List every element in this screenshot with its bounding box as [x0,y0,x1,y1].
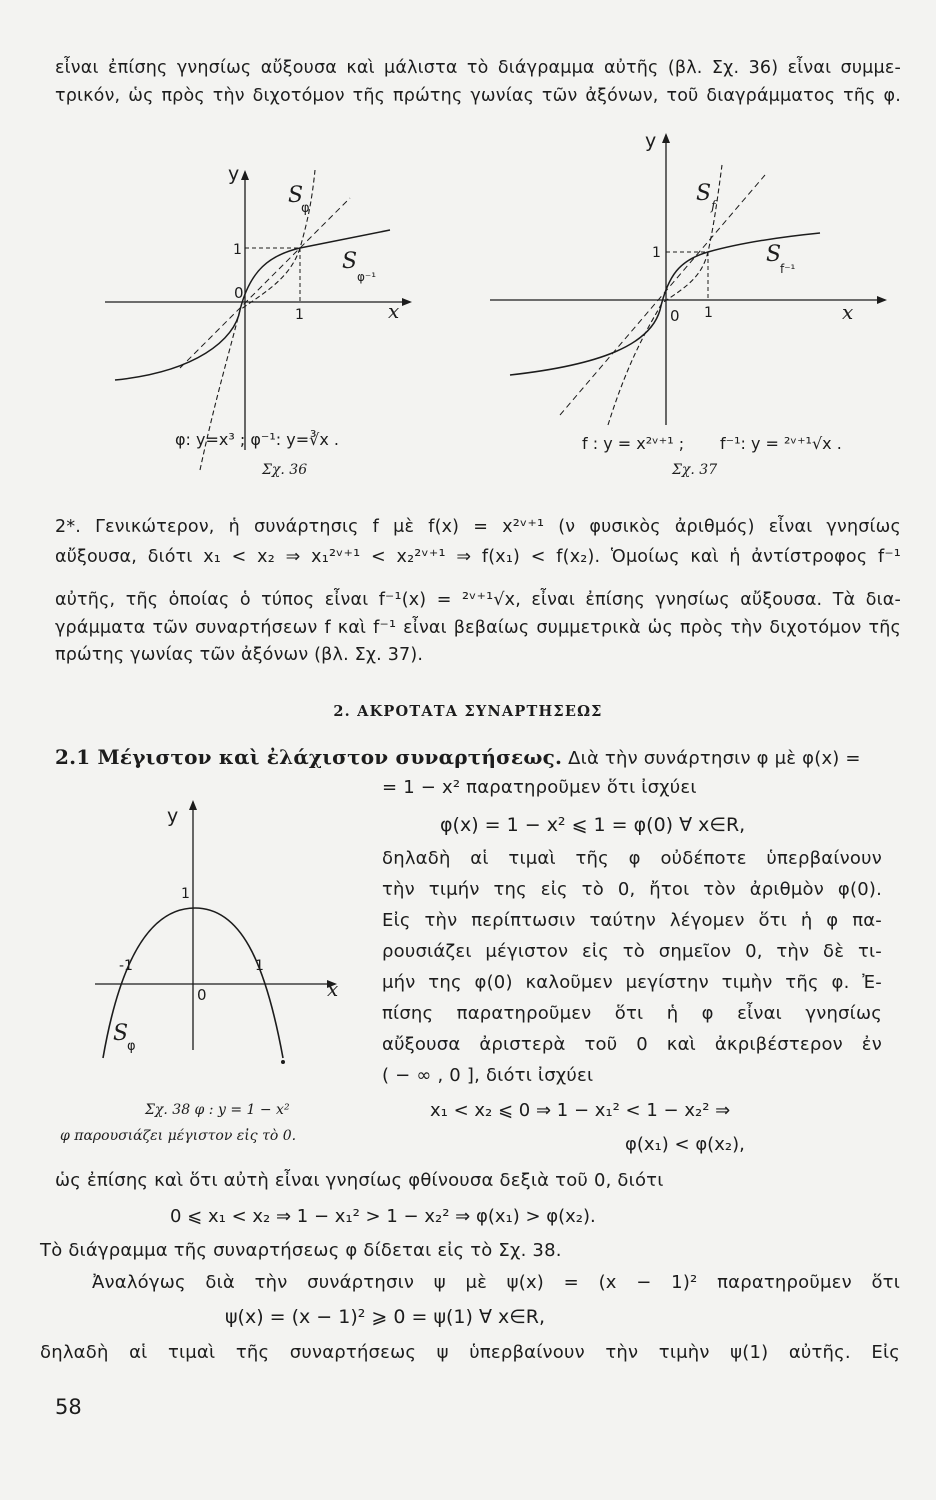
tick-label-x-negative: -1 [119,958,133,974]
equation-max: φ(x) = 1 − x² ⩽ 1 = φ(0) ∀ x∈R, [440,814,746,836]
y-axis-label: y [167,805,179,827]
text-line: 2*. Γενικώτερον, ἡ συνάρτησις f μὲ f(x) = x²ᵛ⁺¹ (ν φυσικὸς ἀριθμός) εἶναι γνησίως [55,517,901,537]
text-line: πίσης παρατηροῦμεν ὅτι ἡ φ εἶναι γνησίως [382,1003,882,1024]
curve-label-s-phi-inverse: S [342,249,358,274]
x-axis-label: x [327,977,339,1001]
text-line: ρουσιάζει μέγιστον εἰς τὸ σημεῖον 0, τὴν δὲ τι- [382,941,882,962]
text-line: Τὸ διάγραμμα τῆς συναρτήσεως φ δίδεται εἰς τὸ Σχ. 38. [40,1240,562,1261]
tick-label-y: 1 [181,886,190,902]
tick-label-x: 1 [295,307,304,323]
y-axis-arrow [189,800,197,810]
curve-label-s-phi-inverse-sub: φ⁻¹ [357,270,377,284]
text-line: μήν της φ(0) καλοῦμεν μεγίστην τιμὴν τῆς φ. Ἐ- [382,972,882,993]
text-line: γράμματα τῶν συναρτήσεων f καὶ f⁻¹ εἶναι βεβαίως συμμετρικὰ ὡς πρὸς τὴν διχοτόμον τῆς [55,618,901,638]
curve-label-s-f: S [696,181,712,206]
curve-label-s-phi-sub: φ [127,1039,136,1054]
text-line: αὐτῆς, τῆς ὁποίας ὁ τύπος εἶναι f⁻¹(x) = ²ᵛ⁺¹√x, εἶναι ἐπίσης γνησίως αὔξουσα. Τὰ δια- [55,590,901,610]
curve-label-s-f-sub: f [711,199,716,214]
text-line: αὔξουσα, διότι x₁ < x₂ ⇒ x₁²ᵛ⁺¹ < x₂²ᵛ⁺¹ ⇒ f(x₁) < f(x₂). Ὁμοίως καὶ ἡ ἀντίστροφος f⁻¹ [55,547,901,567]
curve-label-s-phi-sub: φ [301,201,310,216]
figure-37 [490,125,890,445]
x-axis-label: x [842,300,854,324]
origin-label: 0 [670,307,680,325]
text-line: ( − ∞ , 0 ], διότι ἰσχύει [382,1065,594,1086]
fig37-caption: Σχ. 37 [672,462,718,478]
text-line: αὔξουσα ἀριστερὰ τοῦ 0 καὶ ἀκριβέστερον ἐν [382,1034,882,1055]
fig36-caption: Σχ. 36 [262,462,308,478]
tick-label-x: 1 [704,305,713,321]
curve-label-s-f-inverse: S [766,242,782,267]
equation-min: ψ(x) = (x − 1)² ⩾ 0 = ψ(1) ∀ x∈R, [225,1306,546,1328]
x-axis-arrow [877,296,887,304]
bisector-line [560,175,765,415]
text-line: Διὰ τὴν συνάρτησιν φ μὲ φ(x) = [568,748,861,769]
text-line: Ἀναλόγως διὰ τὴν συνάρτησιν ψ μὲ ψ(x) = (x − 1)² παρατηροῦμεν ὅτι [92,1272,900,1293]
fig37-formula-right: f⁻¹: y = ²ᵛ⁺¹√x . [720,434,842,453]
y-axis-arrow [241,170,249,180]
origin-label: 0 [197,986,207,1004]
text-line: πρώτης γωνίας τῶν ἀξόνων (βλ. Σχ. 37). [55,645,424,665]
subsection-title: 2.1 Μέγιστον καὶ ἐλάχιστον συναρτήσεως. [55,745,563,769]
tick-label-y: 1 [652,245,661,261]
text-line: τὴν τιμήν της εἰς τὸ 0, ἤτοι τὸν ἀριθμὸν φ(0). [382,879,882,900]
end-dot [281,1060,285,1064]
fig37-formula-left: f : y = x²ᵛ⁺¹ ; [582,434,685,453]
text-line: τρικόν, ὡς πρὸς τὴν διχοτόμον τῆς πρώτης γωνίας τῶν ἀξόνων, τοῦ διαγράμματος τῆς φ. [55,86,901,106]
curve-label-s-f-inverse-sub: f⁻¹ [780,262,796,276]
origin-label: 0 [234,284,244,302]
curve-label-s-phi: S [288,183,304,208]
text-line: δηλαδὴ αἱ τιμαὶ τῆς φ οὐδέποτε ὑπερβαίνουν [382,848,882,869]
text-line: = 1 − x² παρατηροῦμεν ὅτι ἰσχύει [382,777,697,798]
text-line: ὡς ἐπίσης καὶ ὅτι αὐτὴ εἶναι γνησίως φθίνουσα δεξιὰ τοῦ 0, διότι [55,1170,664,1191]
inequality-decreasing: 0 ⩽ x₁ < x₂ ⇒ 1 − x₁² > 1 − x₂² ⇒ φ(x₁) > φ(x₂). [170,1206,596,1227]
x-axis-label: x [388,299,400,323]
page-number: 58 [55,1395,82,1419]
text-line: δηλαδὴ αἱ τιμαὶ τῆς συναρτήσεως ψ ὑπερβαίνουν τὴν τιμὴν ψ(1) αὐτῆς. Εἰς [40,1342,900,1363]
text-line: Εἰς τὴν περίπτωσιν ταύτην λέγομεν ὅτι ἡ φ πα- [382,910,882,931]
fig38-caption-line2: φ παρουσιάζει μέγιστον εἰς τὸ 0. [60,1128,297,1144]
subsection-first-line [55,745,861,769]
section-heading: 2. ΑΚΡΟΤΑΤΑ ΣΥΝΑΡΤΗΣΕΩΣ [333,703,603,720]
y-axis-label: y [645,130,657,152]
bisector-line [180,198,350,368]
x-axis-arrow [402,298,412,306]
y-axis-label: y [228,163,240,185]
inequality-increasing-result: φ(x₁) < φ(x₂), [625,1134,745,1155]
text-line: εἶναι ἐπίσης γνησίως αὔξουσα καὶ μάλιστα τὸ διάγραμμα αὐτῆς (βλ. Σχ. 36) εἶναι συμμε- [55,58,901,78]
curve-label-s-phi: S [113,1021,129,1046]
tick-label-y: 1 [233,242,242,258]
fig38-caption-line1: Σχ. 38 φ : y = 1 − x² [145,1102,290,1118]
tick-label-x: 1 [255,958,264,974]
inequality-increasing: x₁ < x₂ ⩽ 0 ⇒ 1 − x₁² < 1 − x₂² ⇒ [430,1100,731,1121]
figure-38 [95,790,375,1090]
y-axis-arrow [662,133,670,143]
fig36-formula: φ: y=x³ ; φ⁻¹: y=∛x . [175,430,339,449]
